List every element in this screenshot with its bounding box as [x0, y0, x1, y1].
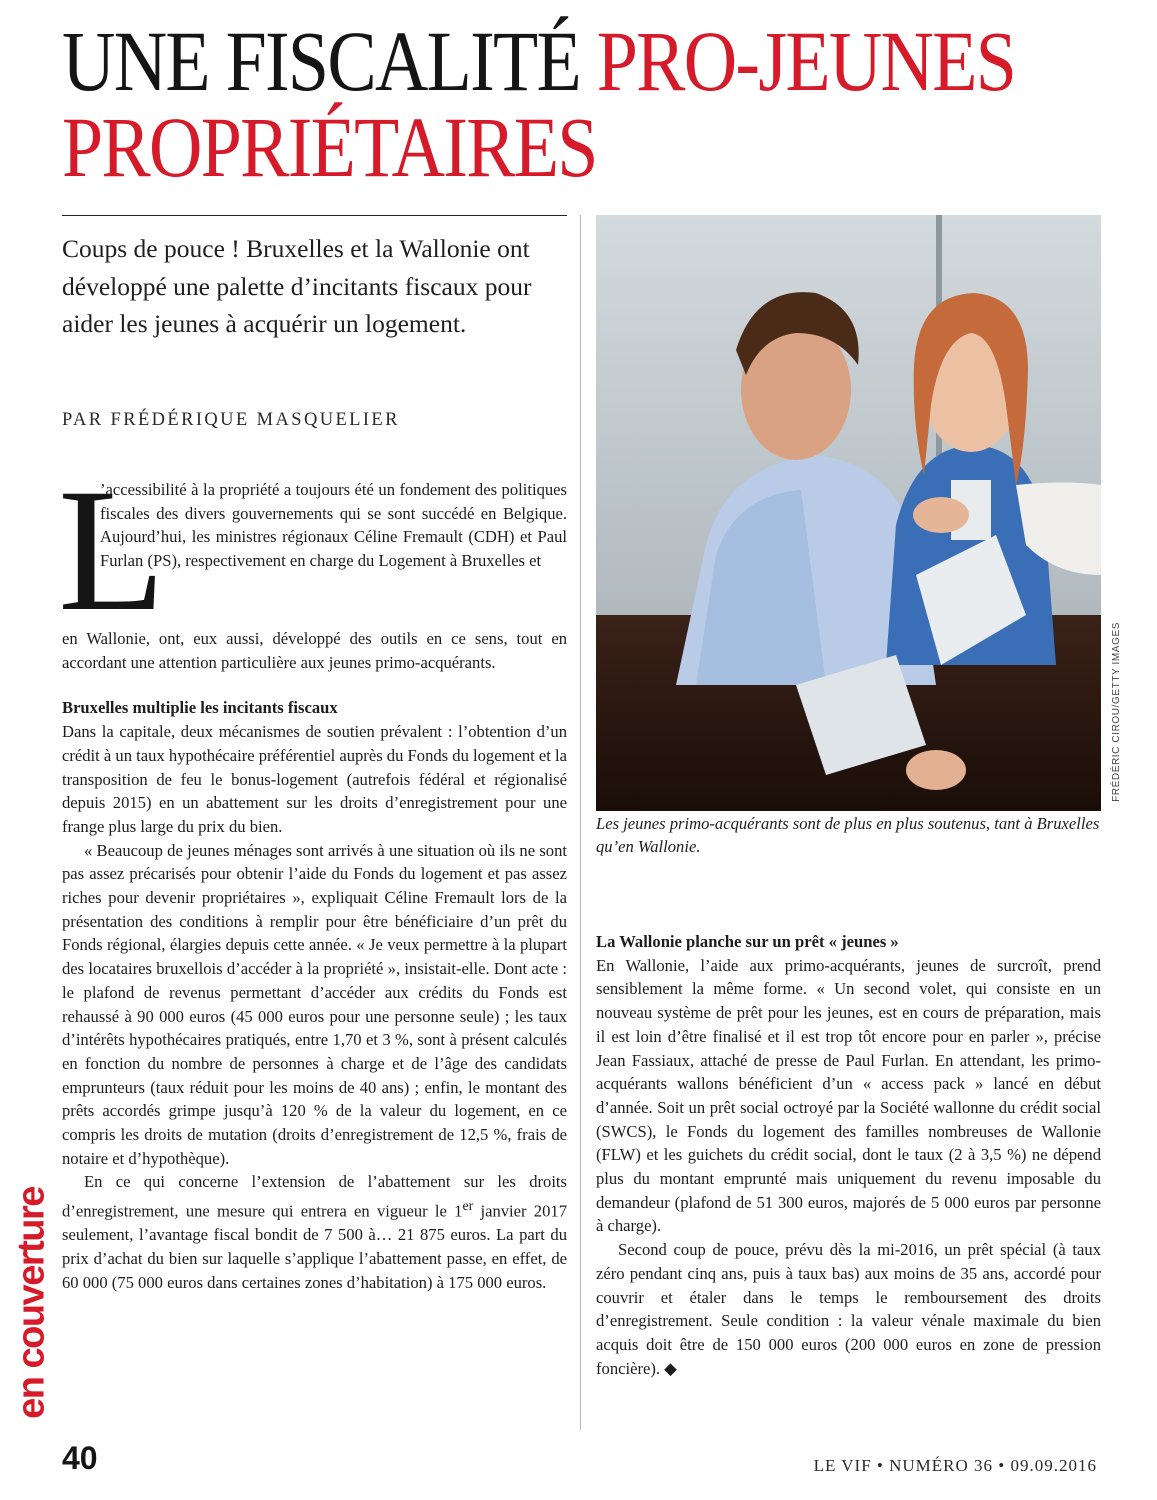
section-tag-label: en couverture — [10, 1187, 53, 1419]
headline-part-black: UNE FISCALITÉ — [62, 13, 597, 109]
lead-top-rule — [62, 215, 567, 216]
section2-paragraph-1: En Wallonie, l’aide aux primo-acquérants, jeunes de surcroît, prend sensiblement la même forme. « Un second volet, qui consiste en un nouveau système de prêt pour les jeunes, est en cours de préparation, mais il est loin d’être finalisé et il est trop tôt encore pour en parler », précise Jean Fassiaux, attaché de presse de Paul Furlan. En attendant, les primo-acquérants wallons bénéficient d’un « access pack » lancé en début d’année. Soit un prêt social octroyé par la Société wallonne du crédit social (SWCS), le Fonds du logement des familles nombreuses de Wallonie (FLW) et les guichets du crédit social, dont le taux (2 à 3,5 %) ne dépend plus du montant emprunté mais uniquement du revenu imposable du demandeur (plafond de 51 300 euros, majorés de 5 000 euros par personne à charge). — [596, 955, 1101, 1236]
drop-cap: L — [58, 453, 166, 648]
section2-paragraph-2: Second coup de pouce, prévu dès la mi-2016, un prêt spécial (à taux zéro pendant cinq ans, puis à taux bas) aux moins de 35 ans, accordé pour couvrir et étaler dans le temps le remboursement des droits d’enregistrement. Seule condition : la valeur vénale maximale du bien acquis doit être de 150 000 euros (200 000 euros en zone de pression foncière). ◆ — [596, 1240, 1101, 1378]
page-number: 40 — [62, 1440, 98, 1476]
lead-paragraph: Coups de pouce ! Bruxelles et la Wallonie ont développé une palette d’incitants fiscaux pour aider les jeunes à acquérir un logement. — [62, 234, 532, 338]
byline: PAR FRÉDÉRIQUE MASQUELIER — [62, 410, 400, 430]
intro-first-lines: ’accessibilité à la propriété a toujours été un fondement des politiques fiscales des divers gouvernements qui se sont succédé en Belgique. Aujourd’hui, les ministres régionaux Céline Fremault (CDH) et Paul Furlan (PS), respectivement en charge du Logement à Bruxelles et — [100, 480, 567, 571]
photo-caption: Les jeunes primo-acquérants sont de plus en plus soutenus, tant à Bruxelles qu’en Wallonie. — [596, 814, 1100, 856]
section1-p3-a: En ce qui concerne l’extension de l’abattement sur les droits d’enregistrement, une mesure qui entrera en vigueur le 1 — [62, 1172, 567, 1221]
section1-p3-sup: er — [462, 1198, 474, 1214]
photo-credit: FRÉDÉRIC CIROU/GETTY IMAGES — [1111, 622, 1122, 802]
section-tag — [12, 1178, 52, 1428]
section1-paragraph-2: « Beaucoup de jeunes ménages sont arrivés à une situation où ils ne sont pas assez précarisés pour obtenir l’aide du Fonds du logement et pas assez riches pour devenir propriétaires », expliquait Céline Fremault lors de la présentation des conditions à remplir pour être bénéficiaire d’un prêt du Fonds régional, élargies depuis cette année. « Je veux permettre à la plupart des locataires bruxellois d’accéder à la propriété », insistait-elle. Dont acte : le plafond de revenus permettant d’accéder aux crédits du Fonds est rehaussé à 90 000 euros (45 000 euros pour une personne seule) ; les taux d’intérêts hypothécaires pratiqués, entre 1,70 et 3 %, sont à présent calculés en fonction du nombre de personnes à charge et de l’âge des candidats emprunteurs (taux réduit pour les moins de 40 ans) ; enfin, le montant des prêts accordés grimpe jusqu’à 120 % de la valeur du logement, en ce compris les droits de mutation (droits d’enregistrement de 12,5 %, frais de notaire et d’hypothèque). — [62, 840, 567, 1168]
headline-part-red: PRO-JEUNES — [596, 13, 1016, 109]
right-column — [596, 930, 1101, 1380]
photo-illustration — [596, 215, 1101, 811]
section1-paragraph-1: Dans la capitale, deux mécanismes de soutien prévalent : l’obtention d’un crédit à un taux hypothécaire préférentiel auprès du Fonds du logement et la transposition de feu le bonus-logement (autrefois fédéral et régionalisé depuis 2015) en un abattement sur les droits d’enregistrement pour une frange plus large du prix du bien. — [62, 722, 568, 836]
intro-rest: en Wallonie, ont, eux aussi, développé des outils en ce sens, tout en accordant une attention particulière aux jeunes primo-acquérants. — [62, 629, 567, 672]
section2-heading: La Wallonie planche sur un prêt « jeunes » — [596, 932, 899, 951]
column-divider — [580, 215, 581, 1430]
section1-p3-b: janvier 2017 seulement, l’avantage fiscal bondit de 7 500 à… 21 875 euros. La part du prix d’achat du bien sur laquelle s’applique l’abattement passe, en effet, de 60 000 (75 000 euros dans certaines zones d’habitation) à 175 000 euros. — [62, 1201, 567, 1292]
section1-paragraph-3 — [62, 1170, 567, 1294]
article-photo — [596, 215, 1101, 811]
headline — [62, 13, 1016, 195]
intro-indented-lines — [100, 478, 567, 573]
headline-line2: PROPRIÉTAIRES — [62, 99, 597, 195]
section1-heading: Bruxelles multiplie les incitants fiscaux — [62, 698, 338, 718]
folio: LE VIF • NUMÉRO 36 • 09.09.2016 — [813, 1456, 1097, 1475]
left-column — [62, 627, 567, 1295]
